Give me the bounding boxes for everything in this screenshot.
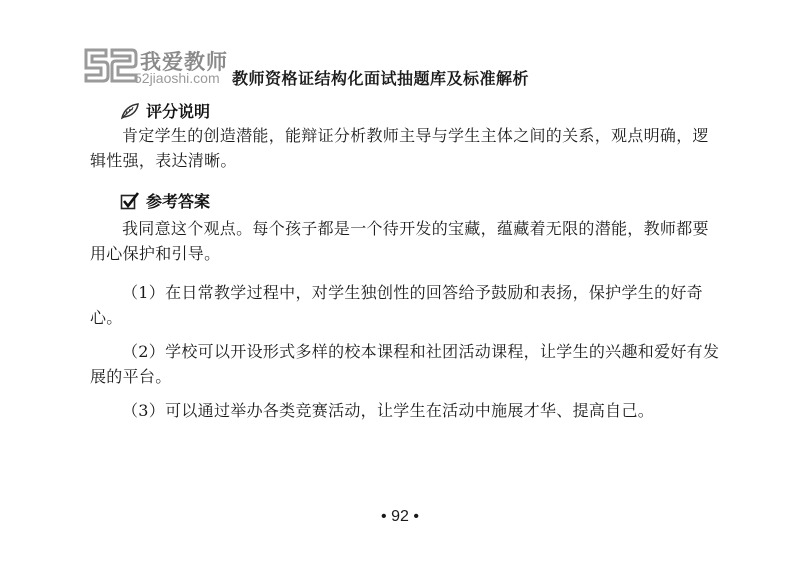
answer-heading bbox=[120, 189, 210, 212]
scoring-heading bbox=[120, 99, 210, 122]
leaf-icon bbox=[120, 102, 140, 120]
answer-paragraph: （3）可以通过举办各类竞赛活动，让学生在活动中施展才华、提高自己。 bbox=[122, 401, 655, 420]
answer-paragraph: （2）学校可以开设形式多样的校本课程和社团活动课程，让学生的兴趣和爱好有发展的平台。 bbox=[90, 342, 720, 386]
answer-heading-label: 参考答案 bbox=[146, 192, 211, 211]
logo-text: 我爱教师 bbox=[140, 50, 228, 74]
scoring-text: 肯定学生的创造潜能，能辩证分析教师主导与学生主体之间的关系，观点明确，逻辑性强，表达清晰。 bbox=[90, 126, 709, 170]
answer-paragraph: 我同意这个观点。每个孩子都是一个待开发的宝藏，蕴藏着无限的潜能，教师都要用心保护和引导。 bbox=[90, 219, 709, 263]
checkbox-checked-icon bbox=[120, 192, 140, 210]
book-title: 教师资格证结构化面试抽题库及标准解析 bbox=[232, 69, 530, 88]
logo-52-icon bbox=[82, 46, 138, 84]
page-header bbox=[82, 46, 722, 90]
page-number: • 92 • bbox=[381, 508, 419, 525]
scoring-heading-label: 评分说明 bbox=[146, 102, 211, 121]
answer-paragraph: （1）在日常教学过程中，对学生独创性的回答给予鼓励和表扬，保护学生的好奇心。 bbox=[90, 283, 703, 327]
logo-url: 52jiaoshi.com bbox=[134, 70, 220, 86]
